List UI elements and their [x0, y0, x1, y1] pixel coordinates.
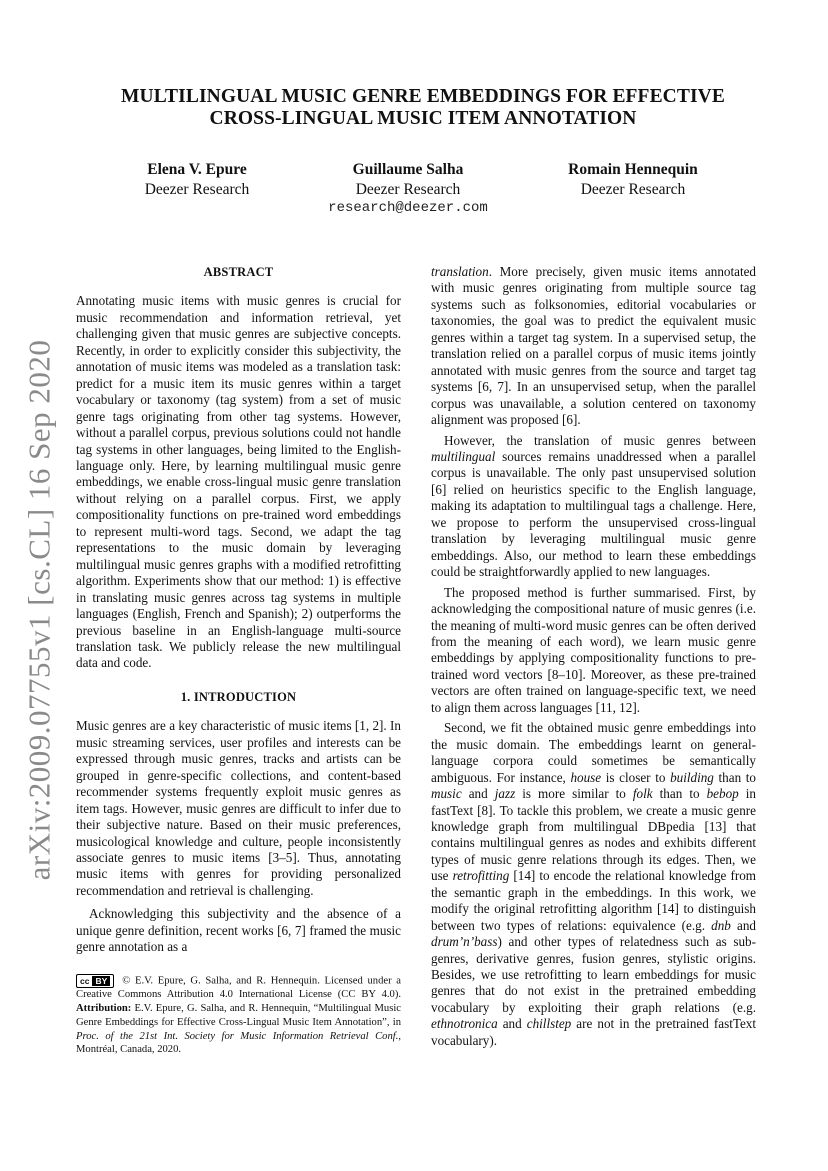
intro-paragraph-3: However, the translation of music genres between multilingual sources remains unaddressed when a parallel corpus is unavailable. The only past unsupervised solution [6] relied on heuristics specific to the English language, making its adaptation to multilingual tags a challenge. Here, we propose to perform the unsupervised cross-lingual translation by leveraging multilingual music genre embeddings. Also, our method to learn these embeddings could be straightforwardly applied to new languages.: [431, 432, 756, 580]
author-affiliation: Deezer Research: [355, 181, 461, 198]
title-line-1: MULTILINGUAL MUSIC GENRE EMBEDDINGS FOR EFFECTIVE: [121, 86, 725, 107]
author-1: [82, 160, 312, 200]
abstract-text: Annotating music items with music genres is crucial for music recommendation and information retrieval, yet challenging given that music genres are subjective concepts. Recently, in order to explicitly consider this subjectivity, the annotation of music items was modeled as a translation task: predict for a music item its music genres within a target vocabulary or taxonomy (tag system) from a set of music genre tags originating from other tag systems. However, without a parallel corpus, previous solutions could not handle tag systems in other languages, being limited to the English-language only. Here, by learning multilingual music genre embeddings, we enable cross-lingual music genre translation without relying on a parallel corpus. First, we apply compositionality functions on pre-trained word embeddings to represent multi-word tags. Second, we adapt the tag representations to the music domain by leveraging multilingual music genres graphs with a modified retrofitting algorithm. Experiments show that our method: 1) is effective in translating music genres across tag systems in multiple languages (English, French and Spanish); 2) outperforms the previous baseline in an English-language multi-source translation task. We publicly release the new multilingual data and code.: [76, 293, 401, 671]
author-affiliation: Deezer Research: [580, 181, 686, 198]
intro-paragraph-2-cont: translation. More precisely, given music items annotated with music genres originating from multiple source tag systems such as folksonomies, editorial vocabularies or taxonomies, the goal was to predict the equivalent music genres within a target tag system. In a supervised setup, the translation relied on a parallel corpus of music items jointly annotated with music genres from the source and target tag systems [6, 7]. In an unsupervised setup, when the parallel corpus was unavailable, a solution centered on taxonomy alignment was proposed [6].: [431, 264, 756, 428]
license-text: © E.V. Epure, G. Salha, and R. Hennequin. Licensed under a Creative Commons Attribution 4.0 International License (CC BY 4.0).: [76, 975, 401, 1001]
author-name: Guillaume Salha: [352, 161, 464, 178]
author-2: [293, 160, 523, 200]
author-affiliation: Deezer Research: [144, 181, 250, 198]
cc-by-icon: cc BY: [76, 974, 114, 988]
intro-paragraph-4: The proposed method is further summarised. First, by acknowledging the compositional nature of music genres (i.e. the meaning of multi-word music genres can be often derived from the meaning of each word), we learn music genre embeddings by applying compositionality functions to pre-trained word vectors [8–10]. Moreover, as these pre-trained vectors are often trained on language-specific text, we need to align them across languages [11, 12].: [431, 584, 756, 715]
abstract-heading: ABSTRACT: [203, 265, 274, 279]
title-line-2: CROSS-LINGUAL MUSIC ITEM ANNOTATION: [209, 108, 637, 129]
footnote-license: cc BY © E.V. Epure, G. Salha, and R. Hennequin. Licensed under a Creative Commons Attribution 4.0 International License (CC BY 4.0). Attribution: E.V. Epure, G. Salha, and R. Hennequin, “Multilingual Music Genre Embeddings for Effective Cross-Lingual Music Item Annotation”, in Proc. of the 21st Int. Society for Music Information Retrieval Conf., Montréal, Canada, 2020.: [76, 975, 401, 1056]
right-column: [431, 264, 756, 1049]
arxiv-stamp: arXiv:2009.07755v1 [cs.CL] 16 Sep 2020: [21, 339, 56, 881]
author-name: Elena V. Epure: [147, 161, 247, 178]
attribution-label: Attribution:: [76, 1003, 132, 1015]
paper-title: [76, 86, 770, 130]
left-column: [76, 264, 401, 956]
intro-paragraph-2: Acknowledging this subjectivity and the absence of a unique genre definition, recent works [6, 7] framed the music genre annotation as a: [76, 906, 401, 955]
intro-paragraph-5: Second, we fit the obtained music genre embeddings into the music domain. The embeddings learnt on general-language corpora could sometimes be semantically ambiguous. For instance, house is closer to building than to music and jazz is more similar to folk than to bebop in fastText [8]. To tackle this problem, we create a music genre knowledge graph from multilingual DBpedia [13] that contains multilingual genres as nodes and exhibits different types of music genre relations through its edges. Then, we use retrofitting [14] to encode the relational knowledge from the semantic graph in the embeddings. In this work, we modify the original retrofitting algorithm [14] to distinguish between two types of relations: equivalence (e.g. dnb and drum’n’bass) and other types of relatedness such as sub-genres, derivative genres, fusion genres, stylistic origins. Besides, we use retrofitting to learn embeddings for music genres that do not exist in the pretrained embedding vocabulary by exploiting their graph relations (e.g. ethnotronica and chillstep are not in the pretrained fastText vocabulary).: [431, 720, 757, 1048]
author-name: Romain Hennequin: [568, 161, 698, 178]
author-3: [518, 160, 748, 200]
intro-paragraph-1: Music genres are a key characteristic of music items [1, 2]. In music streaming services, user profiles and interests can be expressed through music genres, tracks and artists can be grouped in genre-specific collections, and content-based recommender systems frequently exploit music genres as item tags. However, music genres are difficult to infer due to their subjective nature. Based on their music preferences, musicological knowledge and culture, people inconsistently associate genres to music items [3–5]. Thus, annotating music items with genres for providing personalized recommendation and retrieval is challenging.: [76, 718, 401, 898]
contact-email[interactable]: research@deezer.com: [328, 200, 488, 216]
introduction-heading: 1. INTRODUCTION: [180, 689, 297, 704]
